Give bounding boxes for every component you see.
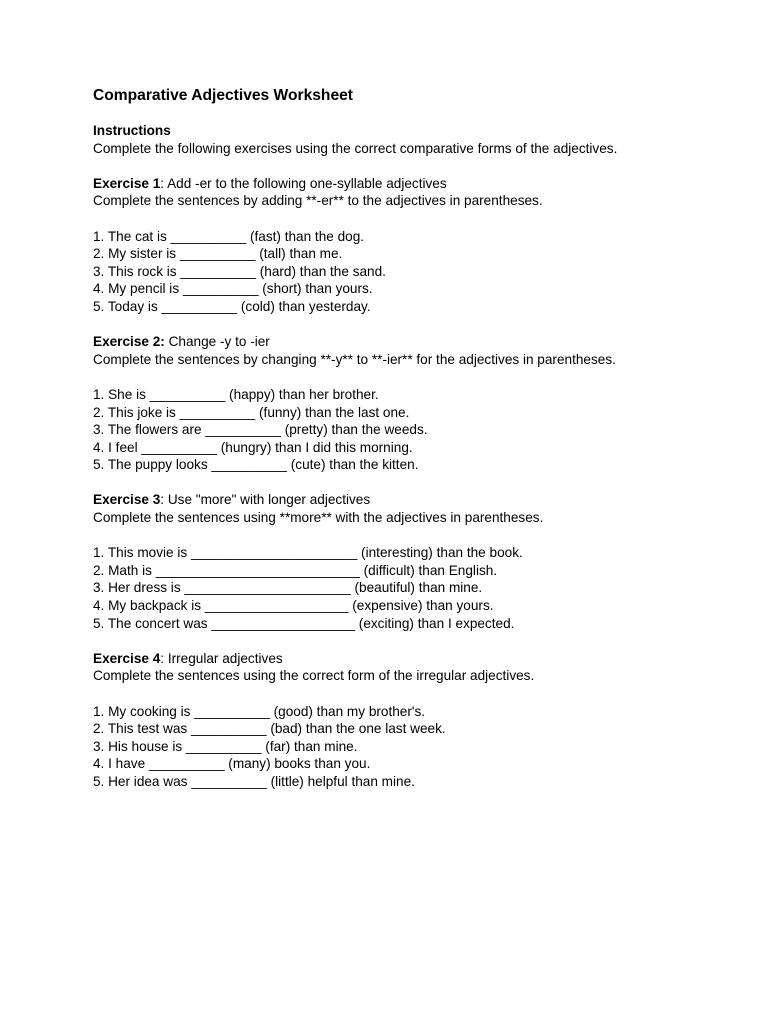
exercise-item: 2. My sister is __________ (tall) than me. — [93, 246, 343, 262]
exercise-item: 3. The flowers are __________ (pretty) than the weeds. — [93, 422, 428, 438]
exercise-item: 4. I have __________ (many) books than you. — [93, 756, 371, 772]
exercise-topic: : Use "more" with longer adjectives — [160, 492, 371, 508]
exercise-item: 5. The puppy looks __________ (cute) than the kitten. — [93, 457, 419, 473]
exercise-label: Exercise 4 — [93, 650, 161, 666]
exercise-label: Exercise 1 — [93, 175, 161, 191]
exercise-item-list — [93, 228, 768, 316]
exercise-topic: : Irregular adjectives — [160, 650, 283, 666]
exercise-heading — [93, 650, 768, 668]
exercise-item: 2. This test was __________ (bad) than the one last week. — [93, 721, 446, 737]
instructions-text: Complete the following exercises using the correct comparative forms of the adjectives. — [93, 140, 618, 156]
exercise-1-section — [93, 175, 768, 316]
exercise-3-section — [93, 491, 768, 632]
exercise-description: Complete the sentences by changing **-y** to **-ier** for the adjectives in parentheses. — [93, 351, 616, 367]
exercise-item: 3. Her dress is ______________________ (beautiful) than mine. — [93, 580, 483, 596]
spacer — [93, 368, 768, 386]
exercise-description: Complete the sentences using **more** with the adjectives in parentheses. — [93, 510, 544, 526]
instructions-heading: Instructions — [93, 123, 171, 138]
exercise-4-section — [93, 650, 768, 791]
exercise-item-list — [93, 544, 768, 632]
exercise-item: 1. The cat is __________ (fast) than the dog. — [93, 228, 365, 244]
exercise-item: 4. My pencil is __________ (short) than yours. — [93, 281, 373, 297]
exercise-item: 5. Her idea was __________ (little) helpful than mine. — [93, 773, 415, 789]
exercise-item-list — [93, 386, 768, 474]
spacer — [93, 527, 768, 545]
exercise-item: 1. My cooking is __________ (good) than my brother's. — [93, 703, 426, 719]
exercise-topic: Change -y to -ier — [164, 334, 270, 350]
exercise-description: Complete the sentences using the correct form of the irregular adjectives. — [93, 668, 535, 684]
page-title: Comparative Adjectives Worksheet — [93, 87, 353, 104]
exercise-item: 2. This joke is __________ (funny) than the last one. — [93, 404, 410, 420]
exercise-topic: : Add -er to the following one-syllable adjectives — [160, 175, 447, 191]
exercise-item: 4. My backpack is ___________________ (expensive) than yours. — [93, 598, 494, 614]
exercise-label: Exercise 2: — [93, 334, 165, 350]
exercise-heading — [93, 333, 768, 351]
exercise-description: Complete the sentences by adding **-er** to the adjectives in parentheses. — [93, 193, 543, 209]
exercise-item: 5. Today is __________ (cold) than yesterday. — [93, 298, 371, 314]
exercise-item: 5. The concert was ___________________ (exciting) than I expected. — [93, 615, 515, 631]
exercise-item: 2. Math is ___________________________ (difficult) than English. — [93, 562, 498, 578]
exercise-item-list — [93, 703, 768, 791]
instructions-section — [93, 122, 768, 157]
spacer — [93, 685, 768, 703]
spacer — [93, 210, 768, 228]
exercise-item: 3. This rock is __________ (hard) than the sand. — [93, 263, 386, 279]
exercise-2-section — [93, 333, 768, 474]
exercise-item: 1. She is __________ (happy) than her brother. — [93, 386, 379, 402]
exercise-item: 3. His house is __________ (far) than mine. — [93, 738, 358, 754]
exercise-item: 4. I feel __________ (hungry) than I did this morning. — [93, 439, 413, 455]
exercise-item: 1. This movie is ______________________ (interesting) than the book. — [93, 545, 523, 561]
exercise-heading — [93, 491, 768, 509]
exercise-label: Exercise 3 — [93, 492, 161, 508]
exercise-heading — [93, 175, 768, 193]
